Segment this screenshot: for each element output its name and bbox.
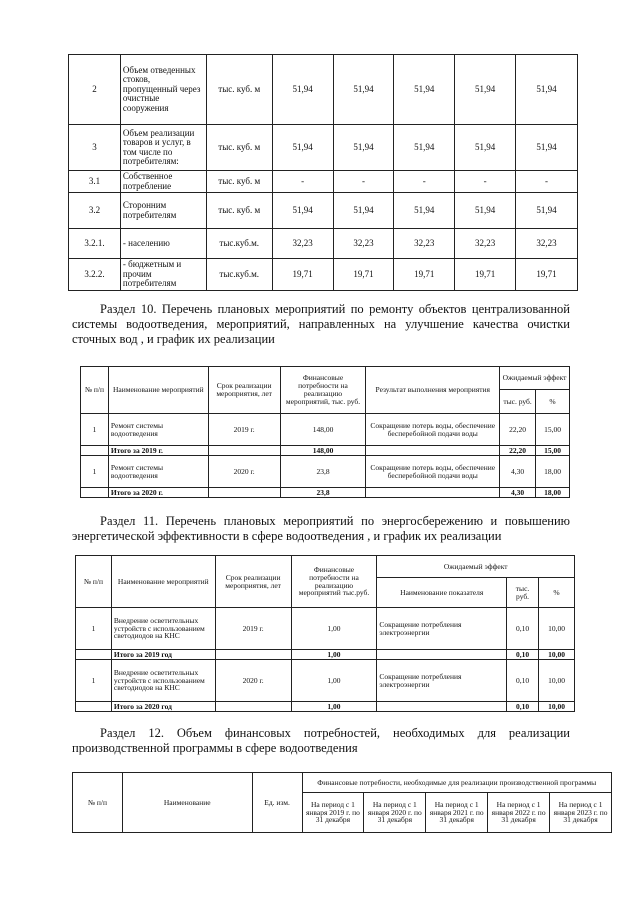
header-rub: тыс. руб. — [500, 390, 536, 414]
cell-value: 51,94 — [394, 125, 455, 171]
cell-value: - — [272, 171, 333, 193]
cell-value: 19,71 — [333, 259, 394, 291]
table-cell: 148,00 — [280, 446, 366, 456]
header-pct: % — [536, 390, 570, 414]
header-indicator: Наименование показателя — [377, 578, 507, 608]
table-cell: 22,20 — [500, 414, 536, 446]
finance-needs-table — [72, 772, 612, 833]
table-cell: 0,10 — [507, 608, 539, 650]
table-row — [69, 193, 578, 229]
cell-num: 2 — [69, 55, 121, 125]
repair-measures-table — [80, 366, 570, 498]
cell-unit: тыс. куб. м — [206, 125, 272, 171]
cell-unit: тыс.куб.м. — [206, 259, 272, 291]
cell-value: 51,94 — [272, 193, 333, 229]
table-cell: 15,00 — [536, 446, 570, 456]
table-cell — [377, 702, 507, 712]
cell-name: Сторонним потребителям — [120, 193, 206, 229]
cell-value: 32,23 — [272, 229, 333, 259]
table-cell: Ремонт системы водоотведения — [108, 456, 208, 488]
table-cell: 23,8 — [280, 456, 366, 488]
cell-num: 3.2.1. — [69, 229, 121, 259]
table-cell: 148,00 — [280, 414, 366, 446]
header-num: № п/п — [76, 556, 112, 608]
table-cell: 4,30 — [500, 456, 536, 488]
table-row — [69, 55, 578, 125]
cell-name: - населению — [120, 229, 206, 259]
table-cell: Сокращение потерь воды, обеспечение бесперебойной подачи воды — [366, 456, 500, 488]
table-cell — [215, 650, 291, 660]
table-cell: 22,20 — [500, 446, 536, 456]
cell-value: - — [333, 171, 394, 193]
header-term: Срок реализации мероприятия, лет — [208, 367, 280, 414]
table-cell — [81, 446, 109, 456]
cell-value: 19,71 — [394, 259, 455, 291]
cell-value: 51,94 — [516, 193, 578, 229]
table-cell: 1 — [76, 608, 112, 650]
cell-unit: тыс. куб. м — [206, 171, 272, 193]
header-name: Наименование мероприятий — [108, 367, 208, 414]
table-cell — [81, 488, 109, 498]
table-cell — [76, 650, 112, 660]
table-cell: Сокращение потребления электроэнергии — [377, 608, 507, 650]
table-cell: 10,00 — [539, 650, 575, 660]
table-cell: Внедрение осветительных устройств с использованием светодиодов на КНС — [111, 660, 215, 702]
cell-value: 51,94 — [455, 125, 516, 171]
cell-name: Объем отведенных стоков, пропущенный через очистные сооружения — [120, 55, 206, 125]
cell-value: 51,94 — [333, 193, 394, 229]
total-label: Итого за 2019 год — [111, 650, 215, 660]
cell-name: - бюджетным и прочим потребителям — [120, 259, 206, 291]
cell-value: 19,71 — [272, 259, 333, 291]
cell-value: 51,94 — [394, 55, 455, 125]
table-cell: 10,00 — [539, 702, 575, 712]
table-cell: 1,00 — [291, 608, 377, 650]
cell-value: 32,23 — [455, 229, 516, 259]
table-cell: 10,00 — [539, 608, 575, 650]
table-cell: 1 — [76, 660, 112, 702]
cell-value: 51,94 — [333, 125, 394, 171]
cell-value: 19,71 — [455, 259, 516, 291]
cell-value: 32,23 — [333, 229, 394, 259]
cell-value: - — [394, 171, 455, 193]
table-cell: 0,10 — [507, 702, 539, 712]
table-cell: Сокращение потерь воды, обеспечение бесперебойной подачи воды — [366, 414, 500, 446]
cell-value: 51,94 — [272, 55, 333, 125]
table-cell: 18,00 — [536, 456, 570, 488]
table-cell: 18,00 — [536, 488, 570, 498]
cell-name: Собственное потребление — [120, 171, 206, 193]
cell-num: 3 — [69, 125, 121, 171]
cell-value: - — [516, 171, 578, 193]
table-cell: 1,00 — [291, 660, 377, 702]
table-cell — [366, 488, 500, 498]
cell-unit: тыс. куб. м — [206, 193, 272, 229]
table-row — [69, 125, 578, 171]
cell-value: - — [455, 171, 516, 193]
header-period: На период с 1 января 2020 г. по 31 декабря — [364, 793, 426, 833]
header-unit: Ед. изм. — [252, 773, 302, 833]
total-label: Итого за 2019 г. — [108, 446, 208, 456]
table-row — [69, 229, 578, 259]
cell-num: 3.2.2. — [69, 259, 121, 291]
section-12-title: Раздел 12. Объем финансовых потребностей, необходимых для реализации производственной программы в сфере водоотведения — [72, 726, 570, 755]
cell-unit: тыс.куб.м. — [206, 229, 272, 259]
energy-measures-table — [75, 555, 575, 712]
table-cell: 23,8 — [280, 488, 366, 498]
cell-num: 3.1 — [69, 171, 121, 193]
cell-num: 3.2 — [69, 193, 121, 229]
table-cell: 10,00 — [539, 660, 575, 702]
cell-value: 19,71 — [516, 259, 578, 291]
cell-value: 32,23 — [516, 229, 578, 259]
table-cell: 4,30 — [500, 488, 536, 498]
cell-value: 51,94 — [455, 193, 516, 229]
cell-value: 51,94 — [516, 125, 578, 171]
header-num: № п/п — [73, 773, 123, 833]
table-cell — [366, 446, 500, 456]
table-cell: 1 — [81, 414, 109, 446]
table-cell: 15,00 — [536, 414, 570, 446]
table-cell: 0,10 — [507, 650, 539, 660]
table-cell: Ремонт системы водоотведения — [108, 414, 208, 446]
header-finance: Финансовые потребности на реализацию мероприятий тыс.руб. — [291, 556, 377, 608]
table-cell: 2019 г. — [215, 608, 291, 650]
header-effect: Ожидаемый эффект — [500, 367, 570, 390]
header-finance: Финансовые потребности на реализацию мероприятий, тыс. руб. — [280, 367, 366, 414]
table-cell: 1,00 — [291, 702, 377, 712]
cell-value: 51,94 — [455, 55, 516, 125]
total-label: Итого за 2020 г. — [108, 488, 208, 498]
header-period: На период с 1 января 2023 г. по 31 декабря — [550, 793, 612, 833]
header-pct: % — [539, 578, 575, 608]
cell-unit: тыс. куб. м — [206, 55, 272, 125]
header-rub: тыс. руб. — [507, 578, 539, 608]
header-period: На период с 1 января 2019 г. по 31 декабря — [302, 793, 364, 833]
table-cell: Внедрение осветительных устройств с использованием светодиодов на КНС — [111, 608, 215, 650]
header-period: На период с 1 января 2021 г. по 31 декабря — [426, 793, 488, 833]
header-name: Наименование мероприятий — [111, 556, 215, 608]
table-row — [69, 259, 578, 291]
header-effect: Ожидаемый эффект — [377, 556, 575, 578]
total-label: Итого за 2020 год — [111, 702, 215, 712]
cell-value: 51,94 — [516, 55, 578, 125]
header-result: Результат выполнения мероприятия — [366, 367, 500, 414]
volume-table — [68, 54, 578, 291]
cell-value: 32,23 — [394, 229, 455, 259]
header-num: № п/п — [81, 367, 109, 414]
table-cell: 2020 г. — [208, 456, 280, 488]
section-10-title: Раздел 10. Перечень плановых мероприятий по ремонту объектов централизованной системы водоотведения, мероприятий, направленных на улучшение качества очистки сточных вод , и график их реализации — [72, 302, 570, 346]
table-cell — [208, 488, 280, 498]
table-cell: Сокращение потребления электроэнергии — [377, 660, 507, 702]
table-cell — [377, 650, 507, 660]
cell-value: 51,94 — [394, 193, 455, 229]
table-cell: 2020 г. — [215, 660, 291, 702]
table-cell: 0,10 — [507, 660, 539, 702]
cell-value: 51,94 — [333, 55, 394, 125]
table-cell: 1 — [81, 456, 109, 488]
table-cell: 2019 г. — [208, 414, 280, 446]
table-cell — [76, 702, 112, 712]
header-finance: Финансовые потребности, необходимые для реализации производственной программы — [302, 773, 612, 793]
table-row — [69, 171, 578, 193]
header-period: На период с 1 января 2022 г. по 31 декабря — [488, 793, 550, 833]
section-11-title: Раздел 11. Перечень плановых мероприятий по энергосбережению и повышению энергетической эффективности в сфере водоотведения , и график их реализации — [72, 514, 570, 543]
cell-name: Объем реализации товаров и услуг, в том числе по потребителям: — [120, 125, 206, 171]
table-cell — [215, 702, 291, 712]
table-cell — [208, 446, 280, 456]
header-term: Срок реализации мероприятия, лет — [215, 556, 291, 608]
cell-value: 51,94 — [272, 125, 333, 171]
header-name: Наименование — [122, 773, 252, 833]
table-cell: 1,00 — [291, 650, 377, 660]
